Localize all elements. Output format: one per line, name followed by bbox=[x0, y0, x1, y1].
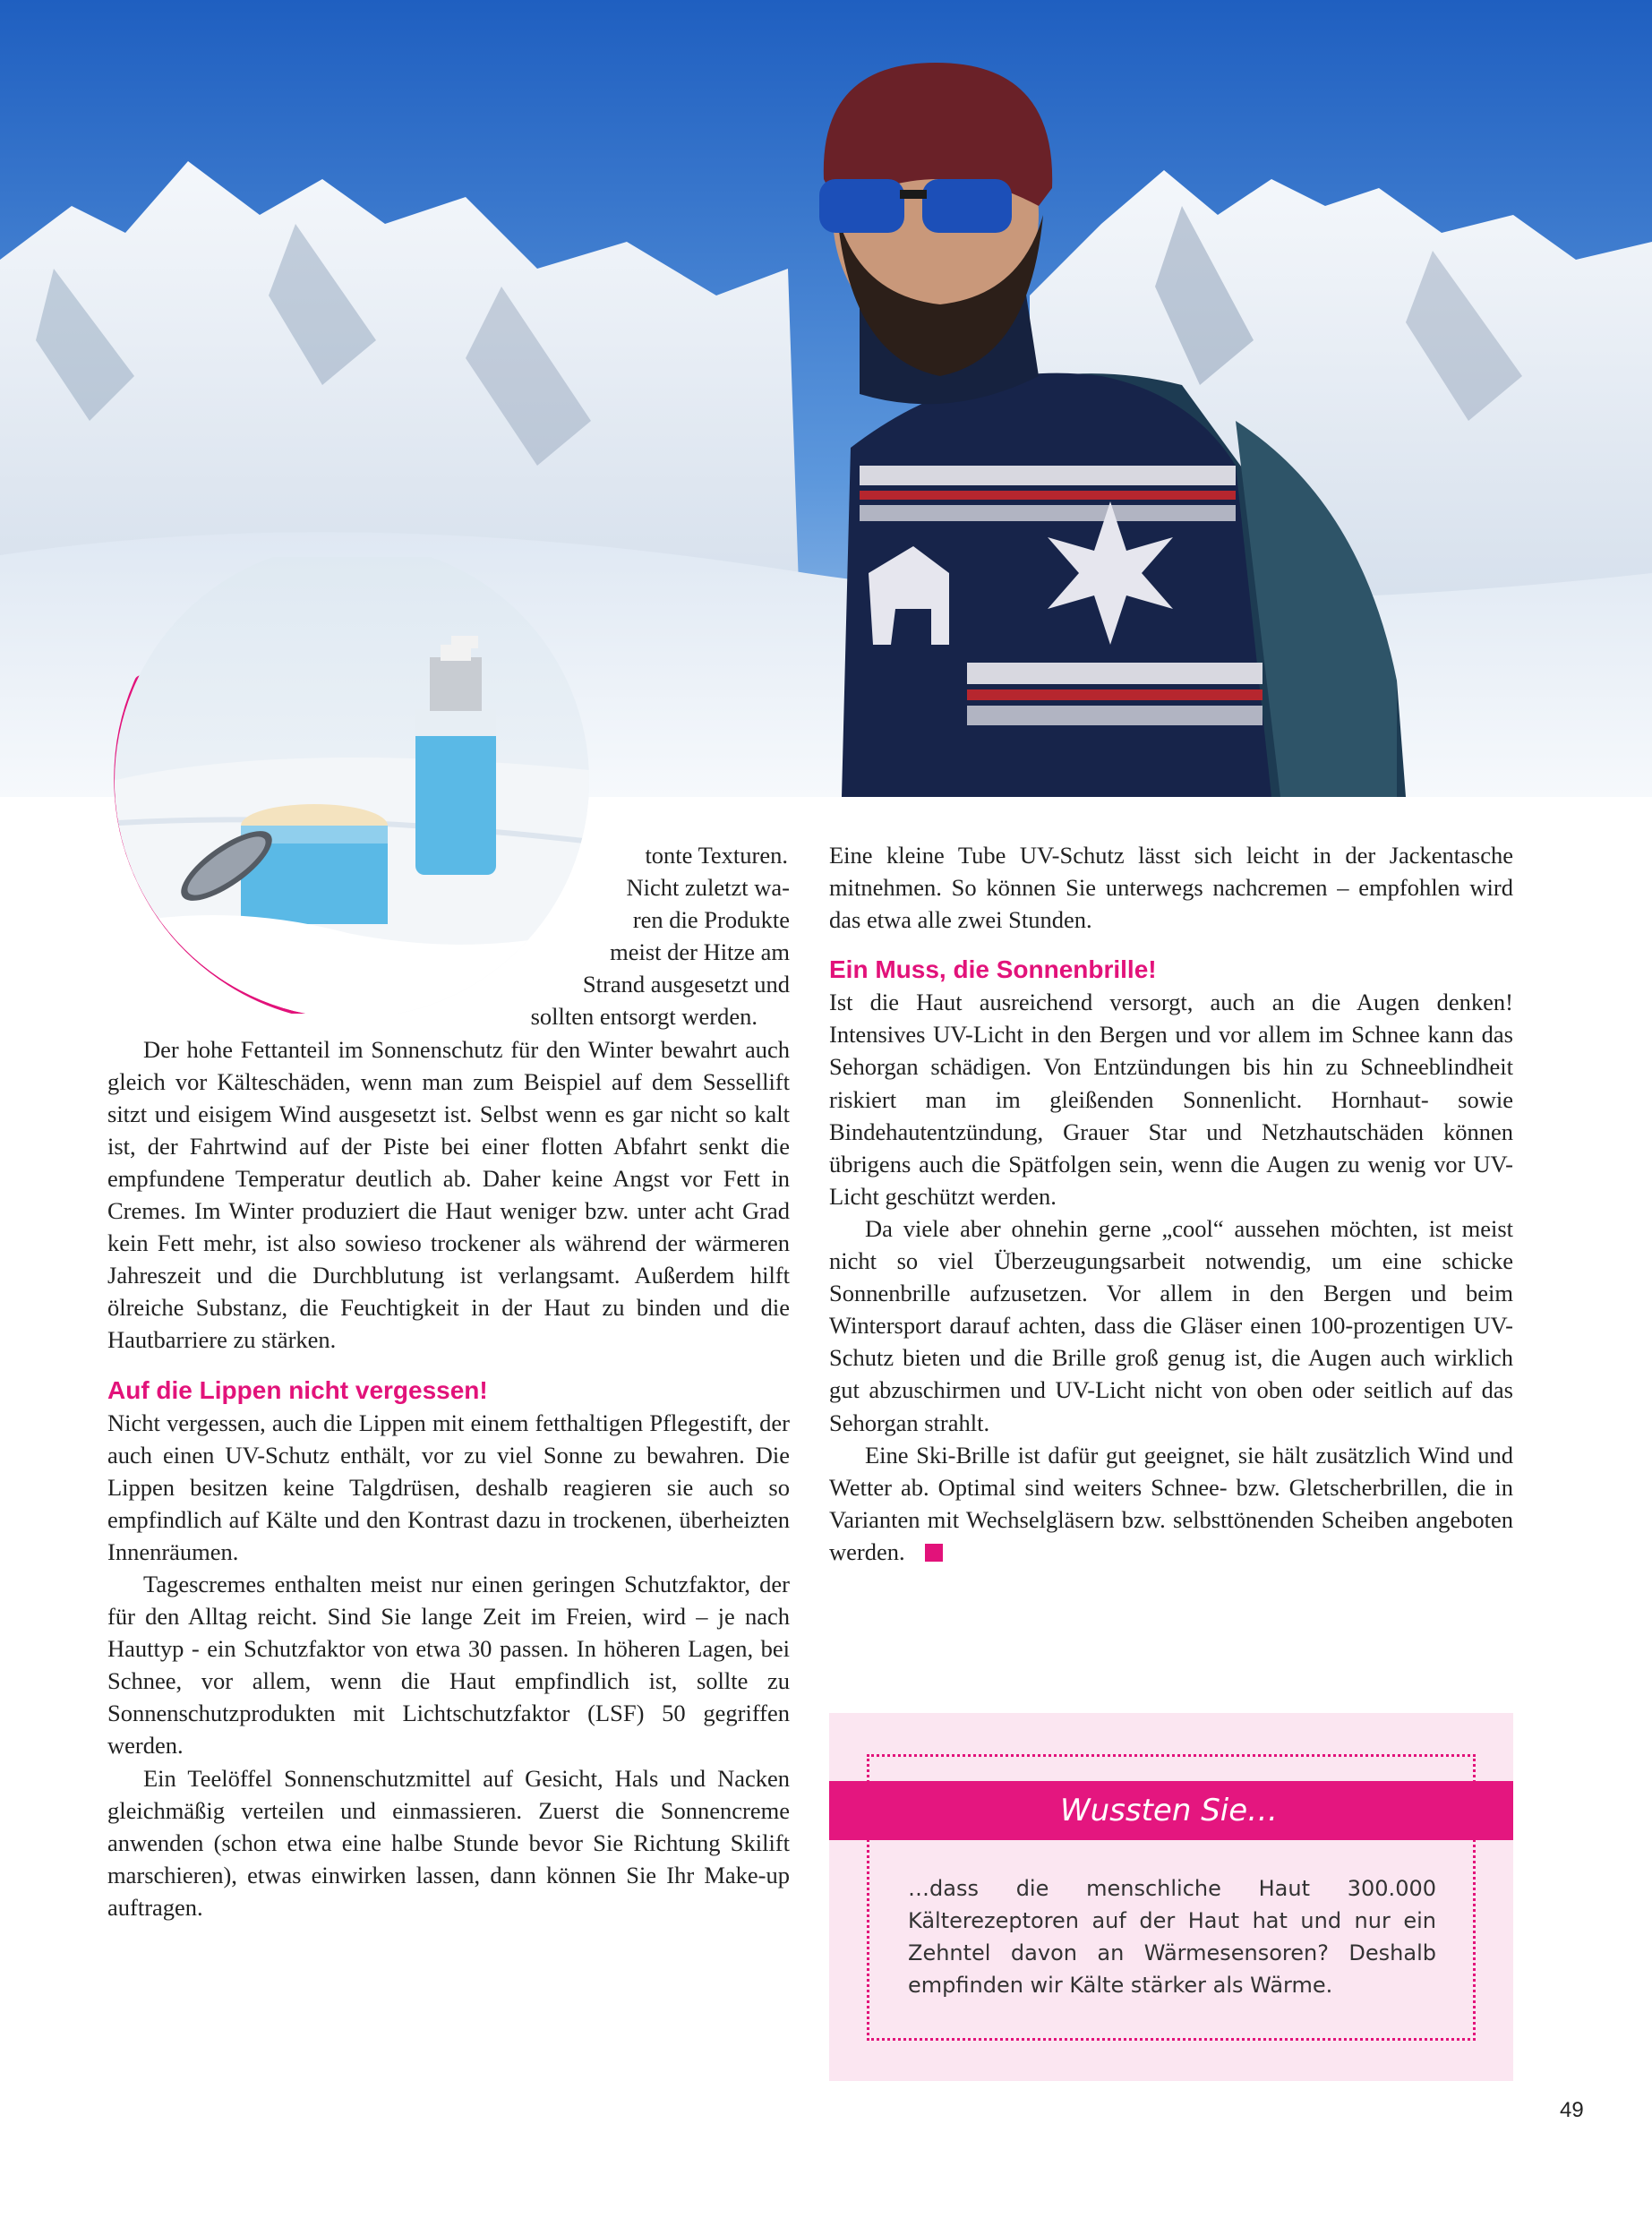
info-text: …dass die menschliche Haut 300.000 Kälterezeptoren auf der Haut hat und nur ein Zehntel davon an Wärmesensoren? Deshalb empfinden wir Kälte stärker als Wärme. bbox=[908, 1876, 1436, 1998]
wrap-line: Strand ausgesetzt und bbox=[582, 971, 790, 998]
body-paragraph: Tagescremes enthalten meist nur einen geringen Schutzfaktor, der für den Alltag reicht. Sind Sie lange Zeit im Freien, wird – je nach Hauttyp - ein Schutzfaktor von etwa 30 passen. In höheren Lagen, bei Schnee, vor allem, wenn die Haut empfindlich ist, sollte zu Sonnenschutzprodukten mit Lichtschutzfaktor (LSF) 50 gegriffen werden. bbox=[107, 1570, 790, 1760]
page-number: 49 bbox=[1560, 2098, 1584, 2122]
wrap-line: Nicht zuletzt wa- bbox=[626, 874, 790, 902]
right-text-column bbox=[829, 839, 1513, 1568]
section-heading-lips: Auf die Lippen nicht vergessen! bbox=[107, 1375, 488, 1404]
body-paragraph: Ist die Haut ausreichend versorgt, auch an die Augen denken! Intensives UV-Licht in den Bergen und vor allem im Schnee kann das Sehorgan schädigen. Von Entzündungen bis hin zu Schneeblindheit riskiert man im gleißenden Sonnenlicht. Hornhaut- sowie Bindehautentzündung, Grauer Star und Netzhautschäden können übrigens auch die Spätfolgen sein, wenn die Augen zu wenig vor UV-Licht geschützt werden. bbox=[829, 989, 1513, 1210]
body-paragraph bbox=[829, 1439, 1513, 1568]
wrap-line: tonte Texturen. bbox=[645, 842, 788, 869]
wrapped-intro-lines bbox=[107, 839, 790, 1033]
left-text-column bbox=[107, 839, 790, 1923]
wrap-line: sollten entsorgt werden. bbox=[530, 1003, 758, 1031]
body-paragraph: Ein Teelöffel Sonnenschutzmittel auf Gesicht, Hals und Nacken gleichmäßig verteilen und einmassieren. Zuerst die Sonnencreme anwenden (schon etwa eine halbe Stunde bevor Sie Richtung Skilift marschieren), etwas einwirken lassen, dann können Sie Ihr Make-up auftragen. bbox=[107, 1764, 790, 1921]
info-title-band bbox=[829, 1781, 1513, 1840]
article-end-square-icon bbox=[925, 1544, 943, 1562]
wrap-line: ren die Produkte bbox=[632, 906, 790, 934]
body-paragraph: Eine kleine Tube UV-Schutz lässt sich leicht in der Jackentasche mitnehmen. So können Sie unterwegs nachcremen – empfohlen wird das etwa alle zwei Stunden. bbox=[829, 842, 1513, 934]
section-heading-sunglasses: Ein Muss, die Sonnenbrille! bbox=[829, 955, 1157, 984]
wrap-line: meist der Hitze am bbox=[610, 938, 790, 966]
body-paragraph: Da viele aber ohnehin gerne „cool“ aussehen möchten, ist meist nicht so viel Überzeugungsarbeit notwendig, um eine schicke Sonnenbrille aufzusetzen. Vor allem in den Bergen und beim Wintersport darauf achten, dass die Gläser einen 100-prozentigen UV-Schutz bieten und die Brille groß genug ist, die Augen auch wirklich gut abzuschirmen und UV-Licht nicht von oben oder seitlich auf das Sehorgan strahlt. bbox=[829, 1214, 1513, 1436]
body-paragraph: Der hohe Fettanteil im Sonnenschutz für den Winter bewahrt auch gleich vor Kälteschäden, wenn man zum Beispiel auf dem Sessellift sitzt und eisigem Wind ausgesetzt ist. Selbst wenn es gar nicht so kalt ist, der Fahrtwind auf der Piste bei einer flotten Abfahrt senkt die empfundene Temperatur deutlich ab. Daher keine Angst vor Fett in Cremes. Im Winter produziert die Haut weniger bzw. unter acht Grad kein Fett mehr, ist also sowieso trockener als während der wärmeren Jahreszeit und die Durchblutung ist verlangsamt. Außerdem hilft ölreiche Substanz, die Feuchtigkeit in der Haut zu binden und die Hautbarriere zu stärken. bbox=[107, 1035, 790, 1354]
last-paragraph-text: Eine Ski-Brille ist dafür gut geeignet, sie hält zusätzlich Wind und Wetter ab. Optimal sind weiters Schnee- bzw. Gletscherbrillen, die in Varianten mit Wechselgläsern bzw. selbsttönenden Scheiben angeboten werden. bbox=[829, 1441, 1513, 1565]
info-title: Wussten Sie… bbox=[1060, 1793, 1279, 1828]
body-paragraph: Nicht vergessen, auch die Lippen mit einem fetthaltigen Pflegestift, der auch einen UV-Schutz enthält, vor zu viel Sonne zu bewahren. Die Lippen besitzen keine Talgdrüsen, deshalb reagieren sie auch so empfindlich auf Kälte und den Kontrast dazu in trockenen, überheizten Innenräumen. bbox=[107, 1409, 790, 1565]
did-you-know-box bbox=[829, 1713, 1513, 2081]
